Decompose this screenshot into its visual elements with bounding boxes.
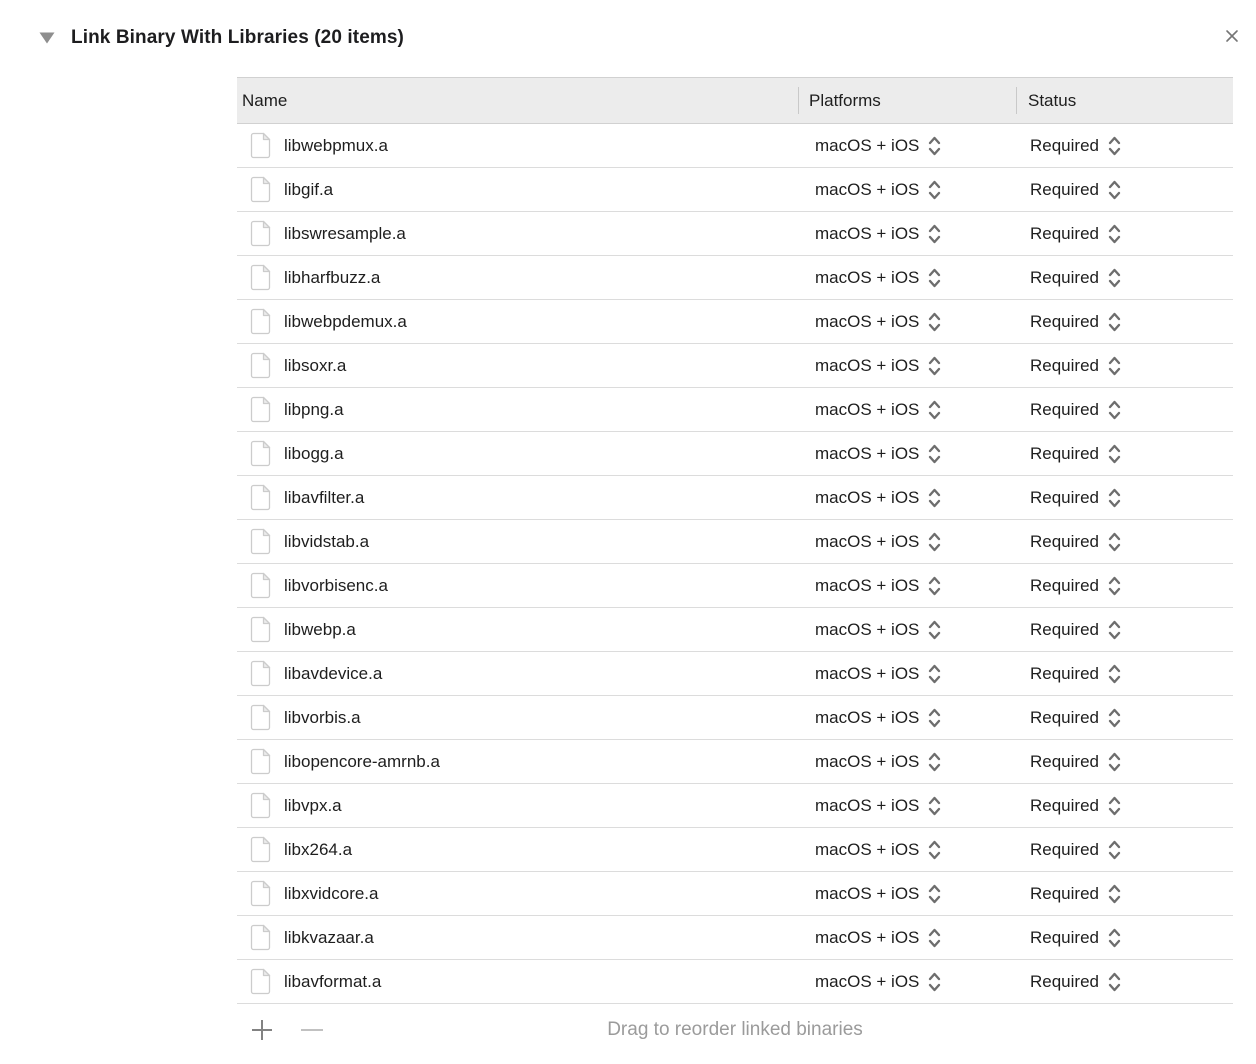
document-icon xyxy=(250,660,271,687)
table-row[interactable] xyxy=(237,300,1233,344)
platforms-value: macOS + iOS xyxy=(815,531,920,551)
up-down-stepper-icon xyxy=(1107,927,1122,949)
up-down-stepper-icon xyxy=(1107,223,1122,245)
status-dropdown[interactable] xyxy=(1030,663,1122,685)
up-down-stepper-icon xyxy=(1107,971,1122,993)
library-name: libwebp.a xyxy=(284,619,356,639)
library-list xyxy=(237,124,1233,1004)
table-row[interactable] xyxy=(237,740,1233,784)
status-cell xyxy=(1016,652,1233,695)
platforms-dropdown[interactable] xyxy=(815,267,942,289)
document-icon xyxy=(250,572,271,599)
name-cell xyxy=(237,828,798,871)
name-cell xyxy=(237,872,798,915)
platforms-cell xyxy=(798,784,1016,827)
status-dropdown[interactable] xyxy=(1030,751,1122,773)
library-name: libvidstab.a xyxy=(284,531,370,551)
platforms-value: macOS + iOS xyxy=(815,619,920,639)
platforms-cell xyxy=(798,476,1016,519)
library-name: libx264.a xyxy=(284,839,353,859)
library-name: libswresample.a xyxy=(284,223,406,243)
document-icon xyxy=(250,748,271,775)
table-row[interactable] xyxy=(237,432,1233,476)
up-down-stepper-icon xyxy=(1107,531,1122,553)
status-dropdown[interactable] xyxy=(1030,883,1122,905)
platforms-cell xyxy=(798,564,1016,607)
library-name: libavdevice.a xyxy=(284,663,383,683)
table-row[interactable] xyxy=(237,916,1233,960)
up-down-stepper-icon xyxy=(927,575,942,597)
table-row[interactable] xyxy=(237,652,1233,696)
document-icon xyxy=(250,528,271,555)
up-down-stepper-icon xyxy=(1107,751,1122,773)
platforms-value: macOS + iOS xyxy=(815,399,920,419)
platforms-dropdown[interactable] xyxy=(815,311,942,333)
library-name: libgif.a xyxy=(284,179,334,199)
table-row[interactable] xyxy=(237,872,1233,916)
status-cell xyxy=(1016,916,1233,959)
status-cell xyxy=(1016,168,1233,211)
document-icon xyxy=(250,352,271,379)
table-row[interactable] xyxy=(237,828,1233,872)
status-value: Required xyxy=(1030,443,1099,463)
platforms-dropdown[interactable] xyxy=(815,223,942,245)
status-dropdown[interactable] xyxy=(1030,399,1122,421)
platforms-value: macOS + iOS xyxy=(815,575,920,595)
up-down-stepper-icon xyxy=(927,795,942,817)
up-down-stepper-icon xyxy=(927,311,942,333)
status-value: Required xyxy=(1030,795,1099,815)
document-icon xyxy=(250,924,271,951)
column-header-status[interactable]: Status xyxy=(1016,78,1233,123)
platforms-cell xyxy=(798,696,1016,739)
phase-title: Link Binary With Libraries (20 items) xyxy=(71,27,404,48)
document-icon xyxy=(250,440,271,467)
up-down-stepper-icon xyxy=(927,927,942,949)
platforms-value: macOS + iOS xyxy=(815,487,920,507)
minus-icon[interactable] xyxy=(299,1017,325,1043)
platforms-value: macOS + iOS xyxy=(815,179,920,199)
platforms-dropdown[interactable] xyxy=(815,707,942,729)
up-down-stepper-icon xyxy=(1107,575,1122,597)
platforms-cell xyxy=(798,432,1016,475)
up-down-stepper-icon xyxy=(927,531,942,553)
platforms-cell xyxy=(798,388,1016,431)
status-cell xyxy=(1016,256,1233,299)
up-down-stepper-icon xyxy=(927,443,942,465)
document-icon xyxy=(250,484,271,511)
table-row[interactable] xyxy=(237,696,1233,740)
library-name: libpng.a xyxy=(284,399,344,419)
up-down-stepper-icon xyxy=(927,839,942,861)
document-icon xyxy=(250,308,271,335)
name-cell xyxy=(237,344,798,387)
status-dropdown[interactable] xyxy=(1030,311,1122,333)
status-cell xyxy=(1016,212,1233,255)
name-cell xyxy=(237,388,798,431)
status-value: Required xyxy=(1030,179,1099,199)
up-down-stepper-icon xyxy=(1107,883,1122,905)
status-value: Required xyxy=(1030,575,1099,595)
status-dropdown[interactable] xyxy=(1030,487,1122,509)
up-down-stepper-icon xyxy=(927,751,942,773)
up-down-stepper-icon xyxy=(1107,179,1122,201)
platforms-dropdown[interactable] xyxy=(815,751,942,773)
status-dropdown[interactable] xyxy=(1030,223,1122,245)
status-cell xyxy=(1016,740,1233,783)
table-row[interactable] xyxy=(237,520,1233,564)
name-cell xyxy=(237,696,798,739)
document-icon xyxy=(250,704,271,731)
platforms-cell xyxy=(798,300,1016,343)
table-row[interactable] xyxy=(237,476,1233,520)
status-value: Required xyxy=(1030,663,1099,683)
status-cell xyxy=(1016,564,1233,607)
platforms-value: macOS + iOS xyxy=(815,839,920,859)
status-dropdown[interactable] xyxy=(1030,707,1122,729)
platforms-dropdown[interactable] xyxy=(815,487,942,509)
platforms-dropdown[interactable] xyxy=(815,399,942,421)
up-down-stepper-icon xyxy=(1107,795,1122,817)
up-down-stepper-icon xyxy=(927,267,942,289)
up-down-stepper-icon xyxy=(927,487,942,509)
library-name: libharfbuzz.a xyxy=(284,267,381,287)
status-cell xyxy=(1016,476,1233,519)
library-name: libwebpmux.a xyxy=(284,135,388,155)
document-icon xyxy=(250,220,271,247)
status-cell xyxy=(1016,520,1233,563)
platforms-dropdown[interactable] xyxy=(815,531,942,553)
status-dropdown[interactable] xyxy=(1030,135,1122,157)
name-cell xyxy=(237,960,798,1003)
status-dropdown[interactable] xyxy=(1030,179,1122,201)
name-cell xyxy=(237,300,798,343)
platforms-cell xyxy=(798,608,1016,651)
document-icon xyxy=(250,616,271,643)
platforms-dropdown[interactable] xyxy=(815,839,942,861)
library-name: libvpx.a xyxy=(284,795,342,815)
library-name: libkvazaar.a xyxy=(284,927,374,947)
up-down-stepper-icon xyxy=(927,619,942,641)
platforms-value: macOS + iOS xyxy=(815,927,920,947)
up-down-stepper-icon xyxy=(927,707,942,729)
library-name: libwebpdemux.a xyxy=(284,311,407,331)
platforms-dropdown[interactable] xyxy=(815,575,942,597)
name-cell xyxy=(237,520,798,563)
platforms-cell xyxy=(798,256,1016,299)
status-value: Required xyxy=(1030,971,1099,991)
status-value: Required xyxy=(1030,311,1099,331)
platforms-value: macOS + iOS xyxy=(815,663,920,683)
platforms-dropdown[interactable] xyxy=(815,179,942,201)
libraries-table xyxy=(237,77,1233,1056)
status-cell xyxy=(1016,784,1233,827)
platforms-cell xyxy=(798,828,1016,871)
table-row[interactable] xyxy=(237,608,1233,652)
table-header-row xyxy=(237,77,1233,124)
name-cell xyxy=(237,168,798,211)
platforms-dropdown[interactable] xyxy=(815,883,942,905)
up-down-stepper-icon xyxy=(1107,487,1122,509)
document-icon xyxy=(250,264,271,291)
up-down-stepper-icon xyxy=(1107,707,1122,729)
status-value: Required xyxy=(1030,619,1099,639)
up-down-stepper-icon xyxy=(1107,311,1122,333)
platforms-cell xyxy=(798,652,1016,695)
status-dropdown[interactable] xyxy=(1030,443,1122,465)
platforms-cell xyxy=(798,212,1016,255)
name-cell xyxy=(237,256,798,299)
document-icon xyxy=(250,836,271,863)
name-cell xyxy=(237,740,798,783)
table-row[interactable] xyxy=(237,212,1233,256)
platforms-cell xyxy=(798,960,1016,1003)
platforms-value: macOS + iOS xyxy=(815,883,920,903)
platforms-dropdown[interactable] xyxy=(815,663,942,685)
library-name: libvorbisenc.a xyxy=(284,575,388,595)
status-cell xyxy=(1016,608,1233,651)
up-down-stepper-icon xyxy=(1107,619,1122,641)
platforms-value: macOS + iOS xyxy=(815,971,920,991)
status-dropdown[interactable] xyxy=(1030,355,1122,377)
up-down-stepper-icon xyxy=(927,179,942,201)
table-footer xyxy=(237,1004,1233,1056)
name-cell xyxy=(237,564,798,607)
name-cell xyxy=(237,652,798,695)
status-cell xyxy=(1016,300,1233,343)
status-cell xyxy=(1016,828,1233,871)
status-cell xyxy=(1016,696,1233,739)
status-cell xyxy=(1016,960,1233,1003)
platforms-cell xyxy=(798,740,1016,783)
status-cell xyxy=(1016,872,1233,915)
name-cell xyxy=(237,432,798,475)
platforms-cell xyxy=(798,124,1016,167)
platforms-cell xyxy=(798,520,1016,563)
status-value: Required xyxy=(1030,927,1099,947)
status-cell xyxy=(1016,388,1233,431)
platforms-value: macOS + iOS xyxy=(815,795,920,815)
status-value: Required xyxy=(1030,707,1099,727)
status-value: Required xyxy=(1030,531,1099,551)
status-dropdown[interactable] xyxy=(1030,619,1122,641)
document-icon xyxy=(250,396,271,423)
document-icon xyxy=(250,176,271,203)
document-icon xyxy=(250,968,271,995)
platforms-value: macOS + iOS xyxy=(815,311,920,331)
library-name: libogg.a xyxy=(284,443,344,463)
up-down-stepper-icon xyxy=(1107,355,1122,377)
drag-reorder-hint: Drag to reorder linked binaries xyxy=(607,1019,863,1040)
name-cell xyxy=(237,916,798,959)
platforms-dropdown[interactable] xyxy=(815,927,942,949)
platforms-cell xyxy=(798,168,1016,211)
platforms-cell xyxy=(798,916,1016,959)
platforms-value: macOS + iOS xyxy=(815,707,920,727)
library-name: libvorbis.a xyxy=(284,707,361,727)
status-dropdown[interactable] xyxy=(1030,971,1122,993)
up-down-stepper-icon xyxy=(1107,399,1122,421)
status-dropdown[interactable] xyxy=(1030,927,1122,949)
platforms-value: macOS + iOS xyxy=(815,267,920,287)
name-cell xyxy=(237,476,798,519)
platforms-cell xyxy=(798,872,1016,915)
plus-icon[interactable] xyxy=(249,1017,275,1043)
up-down-stepper-icon xyxy=(927,399,942,421)
platforms-dropdown[interactable] xyxy=(815,443,942,465)
platforms-cell xyxy=(798,344,1016,387)
status-dropdown[interactable] xyxy=(1030,267,1122,289)
platforms-value: macOS + iOS xyxy=(815,751,920,771)
table-row[interactable] xyxy=(237,388,1233,432)
table-row[interactable] xyxy=(237,344,1233,388)
platforms-dropdown[interactable] xyxy=(815,355,942,377)
library-name: libopencore-amrnb.a xyxy=(284,751,440,771)
column-header-platforms[interactable]: Platforms xyxy=(798,78,1016,123)
table-row[interactable] xyxy=(237,960,1233,1004)
status-value: Required xyxy=(1030,839,1099,859)
table-row[interactable] xyxy=(237,256,1233,300)
up-down-stepper-icon xyxy=(927,663,942,685)
document-icon xyxy=(250,132,271,159)
platforms-dropdown[interactable] xyxy=(815,971,942,993)
platforms-value: macOS + iOS xyxy=(815,355,920,375)
close-icon[interactable] xyxy=(1223,27,1241,45)
library-name: libavformat.a xyxy=(284,971,382,991)
up-down-stepper-icon xyxy=(927,223,942,245)
name-cell xyxy=(237,608,798,651)
status-cell xyxy=(1016,124,1233,167)
status-value: Required xyxy=(1030,267,1099,287)
up-down-stepper-icon xyxy=(1107,663,1122,685)
status-cell xyxy=(1016,344,1233,387)
status-value: Required xyxy=(1030,355,1099,375)
status-value: Required xyxy=(1030,883,1099,903)
status-value: Required xyxy=(1030,487,1099,507)
status-value: Required xyxy=(1030,135,1099,155)
up-down-stepper-icon xyxy=(927,883,942,905)
platforms-dropdown[interactable] xyxy=(815,135,942,157)
platforms-value: macOS + iOS xyxy=(815,135,920,155)
document-icon xyxy=(250,792,271,819)
library-name: libxvidcore.a xyxy=(284,883,379,903)
table-row[interactable] xyxy=(237,168,1233,212)
table-row[interactable] xyxy=(237,564,1233,608)
up-down-stepper-icon xyxy=(1107,135,1122,157)
status-cell xyxy=(1016,432,1233,475)
status-dropdown[interactable] xyxy=(1030,575,1122,597)
name-cell xyxy=(237,124,798,167)
column-header-name[interactable]: Name xyxy=(242,90,288,110)
up-down-stepper-icon xyxy=(1107,267,1122,289)
status-dropdown[interactable] xyxy=(1030,795,1122,817)
up-down-stepper-icon xyxy=(927,355,942,377)
platforms-dropdown[interactable] xyxy=(815,619,942,641)
name-cell xyxy=(237,784,798,827)
status-value: Required xyxy=(1030,223,1099,243)
platforms-value: macOS + iOS xyxy=(815,223,920,243)
status-dropdown[interactable] xyxy=(1030,531,1122,553)
up-down-stepper-icon xyxy=(1107,839,1122,861)
up-down-stepper-icon xyxy=(927,971,942,993)
document-icon xyxy=(250,880,271,907)
platforms-value: macOS + iOS xyxy=(815,443,920,463)
table-row[interactable] xyxy=(237,124,1233,168)
status-dropdown[interactable] xyxy=(1030,839,1122,861)
status-value: Required xyxy=(1030,751,1099,771)
name-cell xyxy=(237,212,798,255)
triangle-down-icon[interactable] xyxy=(38,30,56,46)
status-value: Required xyxy=(1030,399,1099,419)
table-row[interactable] xyxy=(237,784,1233,828)
build-phase-header xyxy=(0,0,1256,52)
up-down-stepper-icon xyxy=(1107,443,1122,465)
library-name: libsoxr.a xyxy=(284,355,347,375)
library-name: libavfilter.a xyxy=(284,487,365,507)
up-down-stepper-icon xyxy=(927,135,942,157)
platforms-dropdown[interactable] xyxy=(815,795,942,817)
